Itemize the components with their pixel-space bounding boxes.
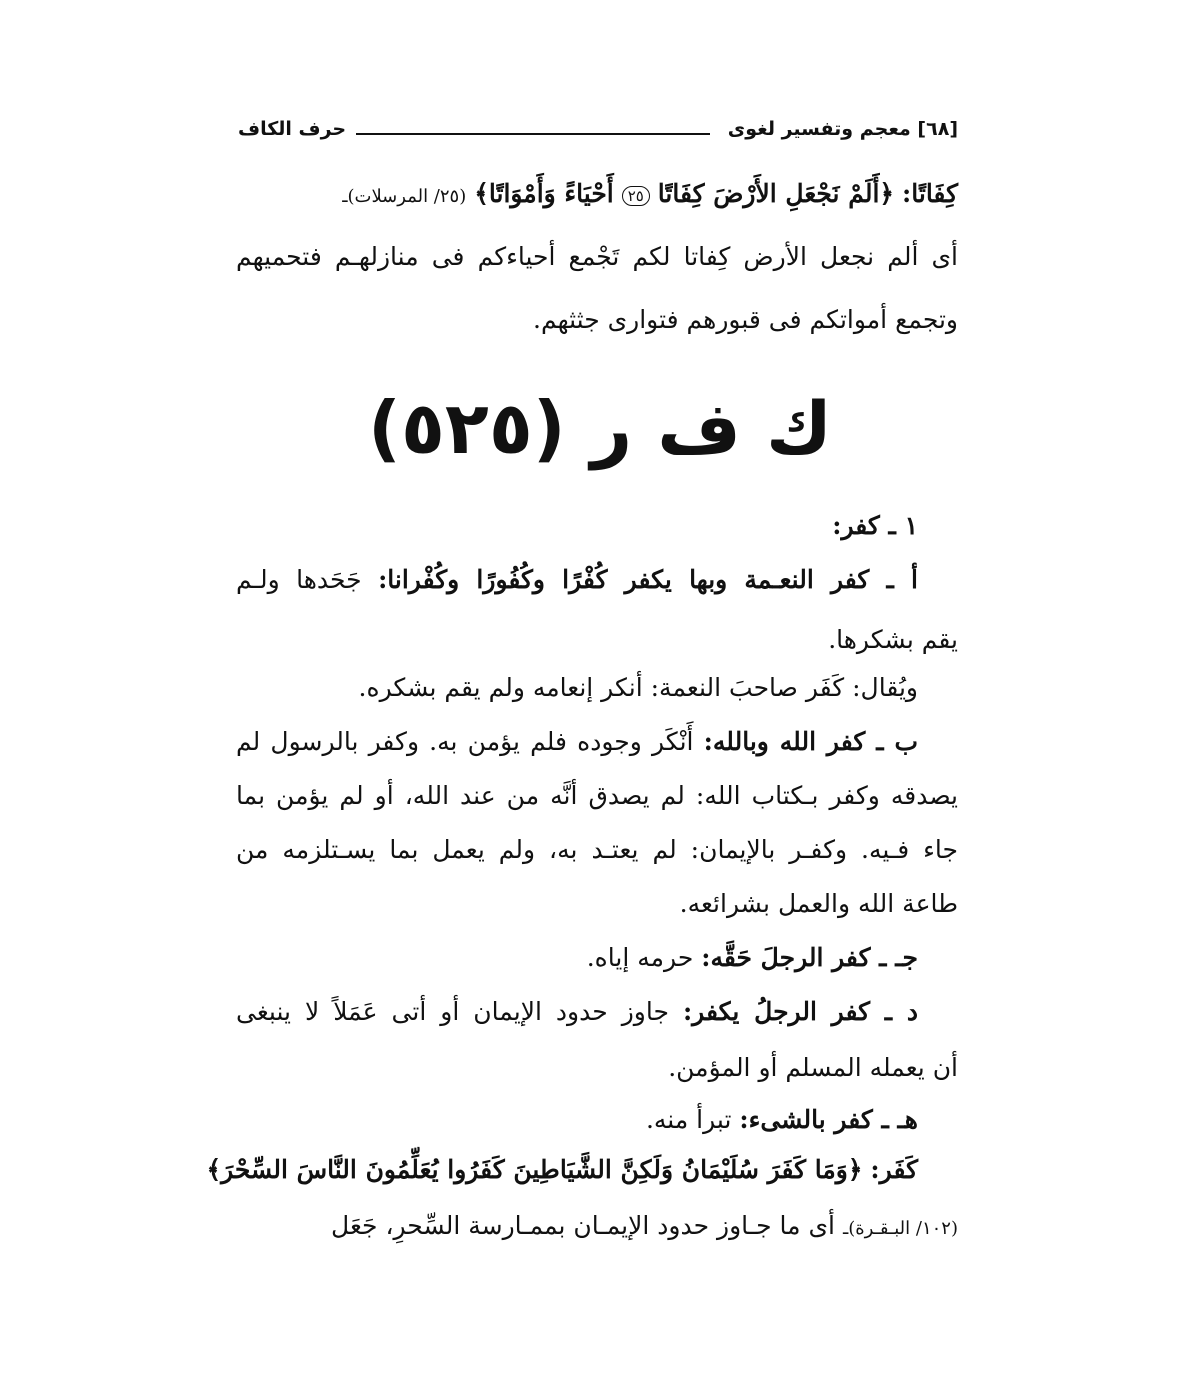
chapter-title: حرف الكاف: [238, 118, 347, 140]
sense-j-text: حرمه إياه.: [586, 943, 694, 972]
sense-a-usage: ويُقال: كَفَر صاحبَ النعمة: أنكر إنعامه ولم يقم بشكره.: [358, 673, 918, 702]
entry-kafara-line-1: [206, 1152, 918, 1188]
quran-verse: ﴿أَلَمْ نَجْعَلِ الأَرْضَ كِفَاتًا: [657, 179, 895, 208]
sense-h-text: تبرأ منه.: [645, 1105, 732, 1134]
section-label: ١ ـ كفر:: [832, 511, 918, 540]
sense-a-line-2: يقم بشكرها.: [828, 625, 958, 654]
sense-b-label: ب ـ كفر الله وبالله:: [703, 727, 918, 756]
page-title: [٦٨] معجم وتفسير لغوى: [727, 118, 958, 140]
sense-a-line-1: [236, 562, 918, 598]
headword: كِفَاتًا:: [902, 179, 958, 208]
verse-reference-kafara: (١٠٢/ البـقـرة)ـ: [842, 1218, 958, 1239]
sense-b-line-3: جاء فـيه. وكفـر بالإيمان: لم يعتـد به، ولم يعمل بما يسـتلزمه من: [236, 835, 958, 864]
entry-kifatan-line-2: أى ألم نجعل الأرض كِفاتا لكم تَجْمع أحياءكم فى منازلهـم فتحميهم: [236, 242, 958, 271]
quran-verse-continued: أَحْيَاءً وَأَمْوَاتًا﴾: [474, 179, 614, 208]
sense-j-label: جـ ـ كفر الرجلَ حَقَّه:: [701, 943, 918, 972]
verse-reference: (٢٥/ المرسلات)ـ: [342, 186, 467, 207]
sense-h-label: هـ ـ كفر بالشىء:: [739, 1105, 918, 1134]
entry-kifatan-line-3: وتجمع أمواتكم فى قبورهم فتوارى جثثهم.: [533, 305, 958, 334]
sense-d-text: جاوز حدود الإيمان أو أتى عَمَلاً لا ينبغى: [236, 997, 669, 1026]
sense-d-line-1: [236, 994, 918, 1030]
sense-h-line: [236, 1102, 918, 1138]
root-heading: ك ف ر (٥٢٥): [368, 386, 832, 470]
sense-b-line-4: طاعة الله والعمل بشرائعه.: [679, 889, 958, 918]
sense-b-line-2: يصدقه وكفر بـكتاب الله: لم يصدق أنَّه من عند الله، أو لم يؤمن بما: [236, 781, 958, 810]
sense-d-line-2: أن يعمله المسلم أو المؤمن.: [668, 1053, 958, 1082]
quran-verse-kafara: ﴿وَمَا كَفَرَ سُلَيْمَانُ وَلَكِنَّ الشَّيَاطِينَ كَفَرُوا يُعَلِّمُونَ النَّاسَ السِّحْرَ﴾: [206, 1155, 863, 1184]
sense-b-text: أَنْكَر وجوده فلم يؤمن به. وكفر بالرسول لم: [236, 727, 694, 756]
sense-a-text: جَحَدها ولـم: [236, 565, 362, 594]
sense-a-label: أ ـ كفر النعـمة وبها يكفر كُفْرًا وكُفُورًا وكُفْرانا:: [378, 565, 918, 594]
entry-kafara-line-2: [236, 1208, 958, 1247]
header-rule: [356, 133, 710, 135]
verse-number-badge: ٢٥: [622, 186, 650, 206]
sense-j-line: [236, 940, 918, 976]
headword-kafara: كَفَر:: [870, 1155, 918, 1184]
sense-b-line-1: [236, 724, 918, 760]
entry-kifatan-line-1: [236, 176, 958, 215]
sense-d-label: د ـ كفر الرجلُ يكفر:: [682, 997, 919, 1026]
running-header: [238, 118, 958, 152]
entry-kafara-text: أى ما جـاوز حدود الإيمـان بممـارسة السِّحرِ، جَعَل: [331, 1211, 835, 1240]
